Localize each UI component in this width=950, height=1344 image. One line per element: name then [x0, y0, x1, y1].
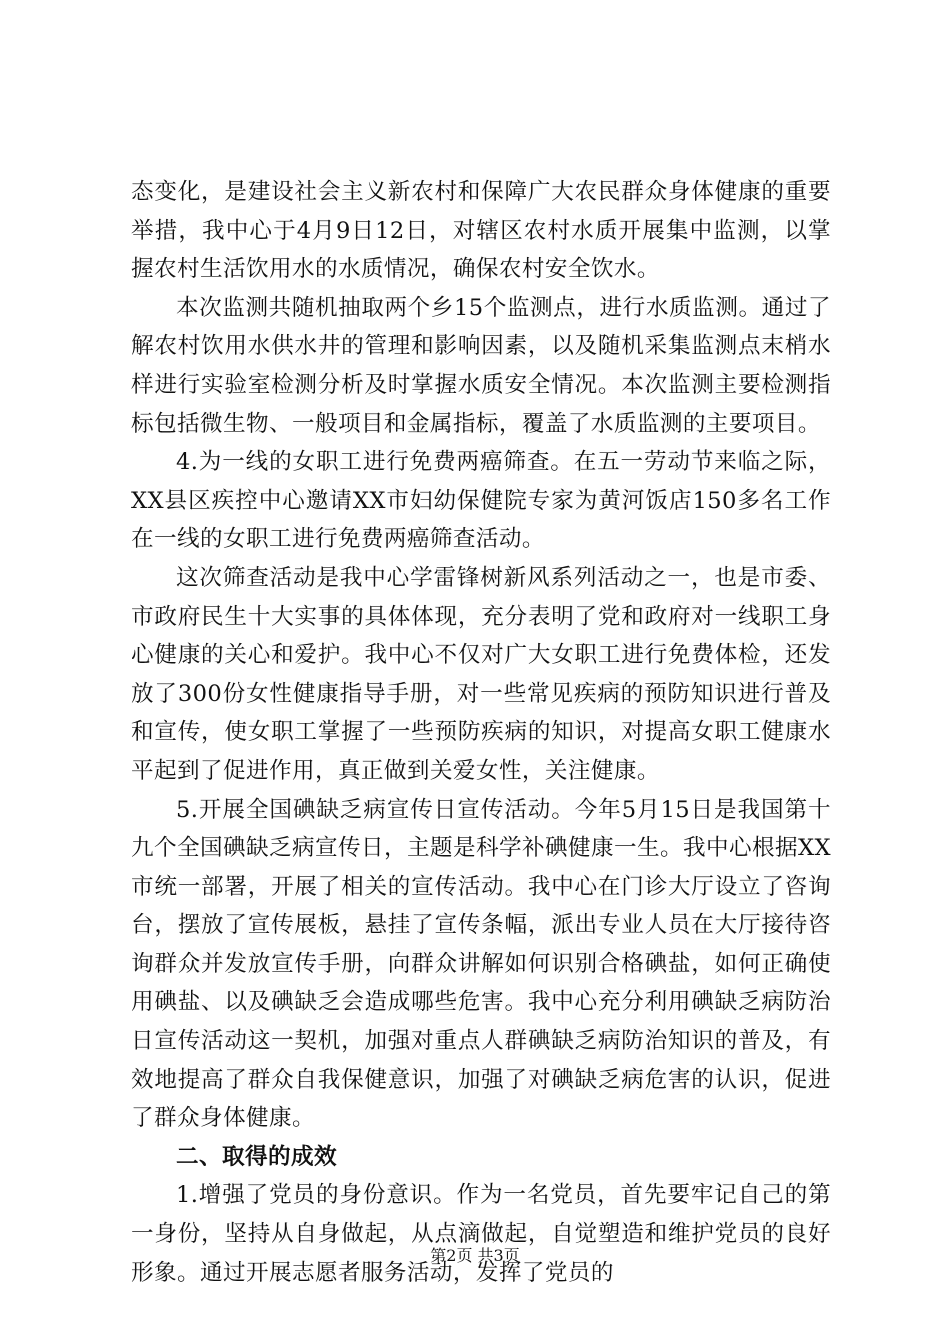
- paragraph-screening-item: 4.为一线的女职工进行免费两癌筛查。在五一劳动节来临之际，XX县区疾控中心邀请XX市妇幼保健院专家为黄河饭店150多名工作在一线的女职工进行免费两癌筛查活动。: [131, 449, 831, 553]
- document-body: [131, 173, 831, 1292]
- paragraph-iodine-day: 5.开展全国碘缺乏病宣传日宣传活动。今年5月15日是我国第十九个全国碘缺乏病宣传日，主题是科学补碘健康一生。我中心根据XX市统一部署，开展了相关的宣传活动。我中心在门诊大厅设立了咨询台，摆放了宣传展板，悬挂了宣传条幅，派出专业人员在大厅接待咨询群众并发放宣传手册，向群众讲解如何识别合格碘盐，如何正确使用碘盐、以及碘缺乏会造成哪些危害。我中心充分利用碘缺乏病防治日宣传活动这一契机，加强对重点人群碘缺乏病防治知识的普及，有效地提高了群众自我保健意识，加强了对碘缺乏病危害的认识，促进了群众身体健康。: [131, 796, 831, 1132]
- paragraph-party-identity: 1.增强了党员的身份意识。作为一名党员，首先要牢记自己的第一身份，坚持从自身做起，从点滴做起，自觉塑造和维护党员的良好形象。通过开展志愿者服务活动，发挥了党员的: [131, 1182, 831, 1286]
- paragraph-screening-detail: 这次筛查活动是我中心学雷锋树新风系列活动之一，也是市委、市政府民生十大实事的具体体现，充分表明了党和政府对一线职工身心健康的关心和爱护。我中心不仅对广大女职工进行免费体检，还发放了300份女性健康指导手册，对一些常见疾病的预防知识进行普及和宣传，使女职工掌握了一些预防疾病的知识，对提高女职工健康水平起到了促进作用，真正做到关爱女性，关注健康。: [131, 564, 831, 784]
- section-heading: 二、取得的成效: [176, 1143, 337, 1170]
- paragraph-continuation: 态变化，是建设社会主义新农村和保障广大农民群众身体健康的重要举措，我中心于4月9日12日，对辖区农村水质开展集中监测，以掌握农村生活饮用水的水质情况，确保农村安全饮水。: [131, 179, 831, 283]
- page-footer: 第2页 共3页: [430, 1246, 520, 1265]
- paragraph-water-monitoring: 本次监测共随机抽取两个乡15个监测点，进行水质监测。通过了解农村饮用水供水井的管理和影响因素，以及随机采集监测点末梢水样进行实验室检测分析及时掌握水质安全情况。本次监测主要检测指标包括微生物、一般项目和金属指标，覆盖了水质监测的主要项目。: [131, 294, 831, 437]
